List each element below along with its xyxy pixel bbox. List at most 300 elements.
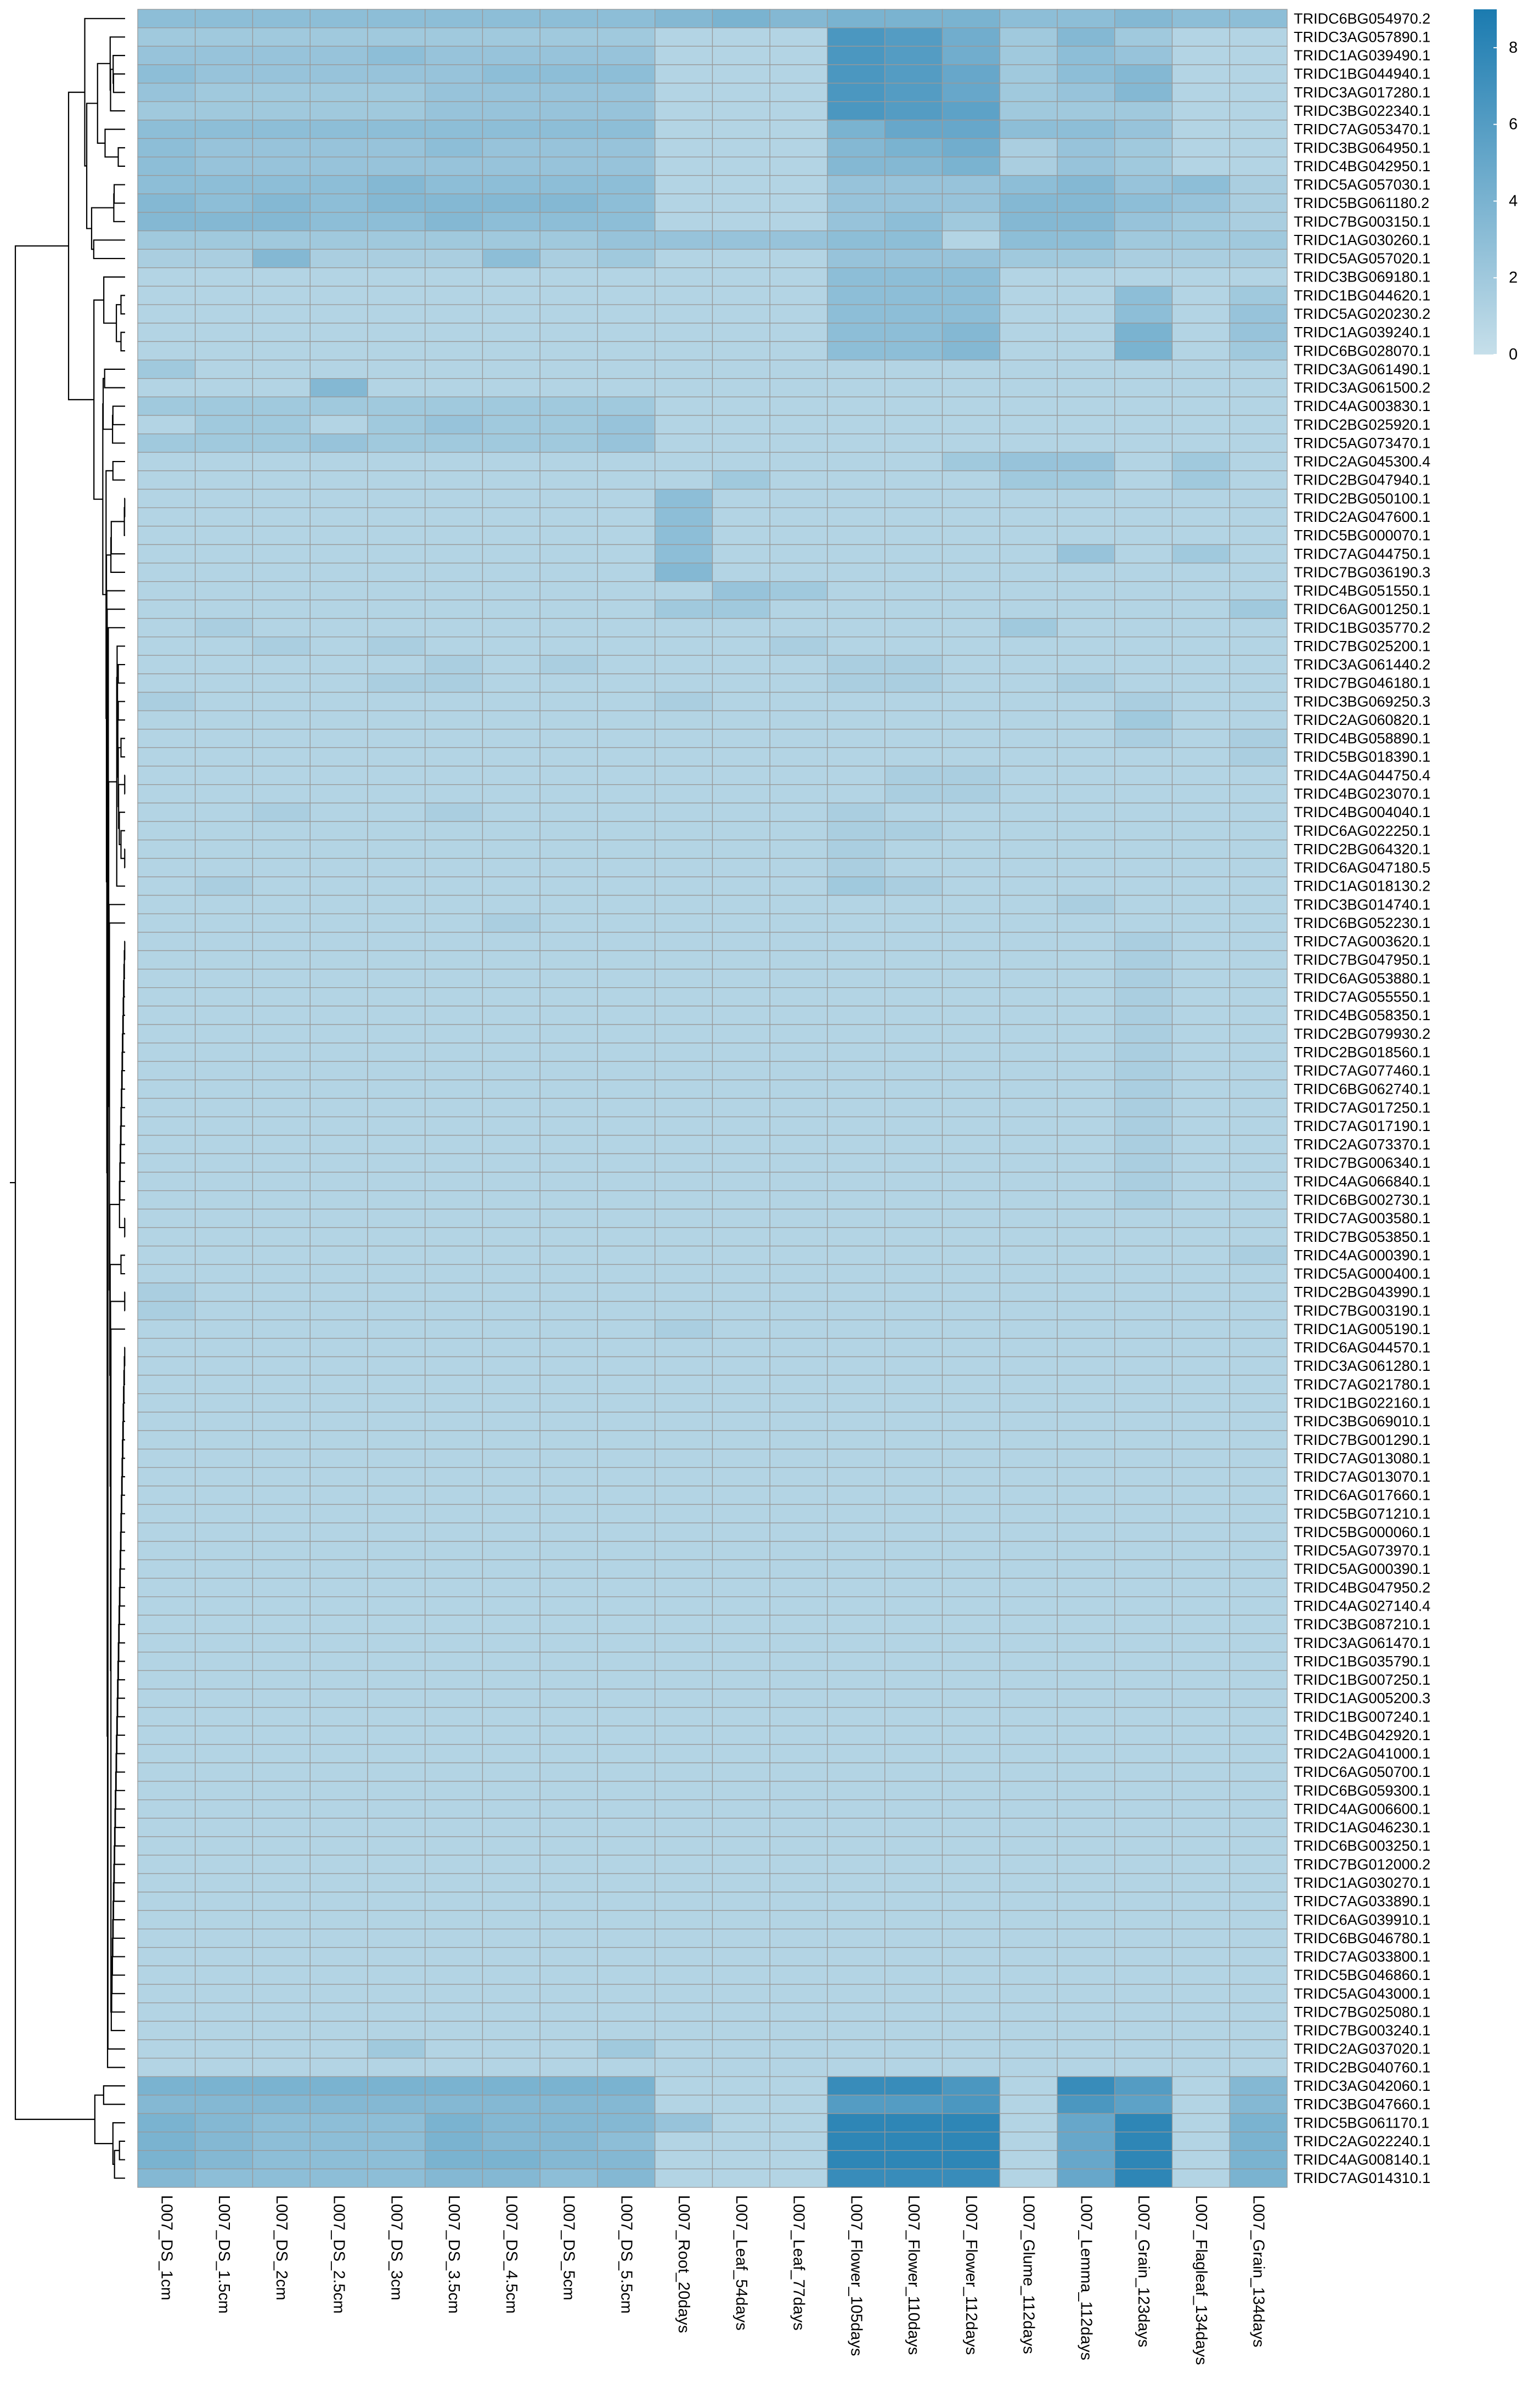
heatmap-cell <box>195 1338 253 1357</box>
heatmap-cell <box>1230 1855 1287 1874</box>
heatmap-cell <box>597 932 655 951</box>
heatmap-cell <box>1115 1578 1172 1597</box>
heatmap-cell <box>540 1763 597 1781</box>
heatmap-cell <box>195 1099 253 1117</box>
heatmap-cell <box>540 508 597 526</box>
heatmap-cell <box>827 526 885 545</box>
heatmap-cell <box>597 2003 655 2022</box>
heatmap-cell <box>770 102 827 120</box>
heatmap-cell <box>483 1763 540 1781</box>
heatmap-cell <box>713 1800 770 1819</box>
row-label: TRIDC1AG030270.1 <box>1294 1875 1431 1892</box>
heatmap-cell <box>943 1597 1000 1616</box>
heatmap-cell <box>827 932 885 951</box>
heatmap-cell <box>1172 268 1230 286</box>
heatmap-cell <box>655 1948 713 1966</box>
heatmap-cell <box>770 1080 827 1099</box>
heatmap-cell <box>540 840 597 859</box>
heatmap-cell <box>827 1264 885 1283</box>
heatmap-cell <box>195 600 253 618</box>
heatmap-cell <box>540 711 597 729</box>
heatmap-cell <box>713 1966 770 1984</box>
heatmap-cell <box>885 1763 943 1781</box>
heatmap-cell <box>483 138 540 157</box>
heatmap-cell <box>195 1670 253 1689</box>
heatmap-cell <box>483 2113 540 2132</box>
heatmap-cell <box>310 508 368 526</box>
heatmap-cell <box>827 1320 885 1338</box>
heatmap-cell <box>1000 1504 1057 1523</box>
heatmap-cell <box>310 452 368 471</box>
heatmap-cell <box>1057 600 1115 618</box>
heatmap-cell <box>885 286 943 305</box>
heatmap-cell <box>540 674 597 693</box>
heatmap-cell <box>1115 2040 1172 2058</box>
dendrogram-branch <box>114 74 125 93</box>
heatmap-cell <box>1115 1560 1172 1578</box>
heatmap-cell <box>138 249 195 268</box>
heatmap-cell <box>425 46 483 65</box>
heatmap-cell <box>1057 1689 1115 1708</box>
heatmap-cell <box>885 2058 943 2077</box>
heatmap-cell <box>195 249 253 268</box>
heatmap-cell <box>655 1634 713 1652</box>
heatmap-cell <box>1230 1541 1287 1560</box>
heatmap-cell <box>1000 1689 1057 1708</box>
heatmap-cell <box>1115 1763 1172 1781</box>
heatmap-cell <box>368 1892 425 1911</box>
heatmap-cell <box>1115 341 1172 360</box>
heatmap-cell <box>655 1763 713 1781</box>
heatmap-cell <box>1172 1006 1230 1025</box>
heatmap-cell <box>827 1338 885 1357</box>
heatmap-cell <box>425 231 483 250</box>
heatmap-cell <box>540 1025 597 1043</box>
heatmap-cell <box>368 711 425 729</box>
heatmap-cell <box>425 1043 483 1062</box>
heatmap-cell <box>310 1929 368 1948</box>
heatmap-cell <box>540 2077 597 2095</box>
heatmap-cell <box>770 1892 827 1911</box>
heatmap-cell <box>770 1228 827 1246</box>
heatmap-cell <box>253 2151 311 2169</box>
heatmap-cell <box>425 2095 483 2114</box>
heatmap-cell <box>483 1117 540 1135</box>
heatmap-cell <box>1057 1818 1115 1837</box>
heatmap-cell <box>1057 858 1115 877</box>
heatmap-cell <box>425 1025 483 1043</box>
row-label: TRIDC1BG022160.1 <box>1294 1394 1431 1411</box>
heatmap-cell <box>1172 932 1230 951</box>
heatmap-cell <box>483 249 540 268</box>
heatmap-cell <box>943 508 1000 526</box>
heatmap-cell <box>827 2021 885 2040</box>
heatmap-cell <box>713 1283 770 1302</box>
heatmap-cell <box>1000 415 1057 434</box>
heatmap-cell <box>1115 1301 1172 1320</box>
heatmap-cell <box>483 176 540 194</box>
heatmap-cell <box>597 1080 655 1099</box>
column-label: L007_Root_20days <box>675 2195 693 2333</box>
heatmap-cell <box>1057 1486 1115 1505</box>
heatmap-cell <box>540 231 597 250</box>
dendrogram-branch <box>121 739 125 757</box>
column-label: L007_DS_1.5cm <box>215 2195 233 2314</box>
heatmap-cell <box>195 544 253 563</box>
heatmap-cell <box>885 1652 943 1671</box>
heatmap-cell <box>713 655 770 674</box>
heatmap-cell <box>1230 1486 1287 1505</box>
heatmap-cell <box>713 1855 770 1874</box>
heatmap-cell <box>1115 858 1172 877</box>
heatmap-cell <box>195 471 253 490</box>
heatmap-cell <box>885 582 943 600</box>
heatmap-cell <box>1115 490 1172 508</box>
heatmap-cell <box>310 1246 368 1265</box>
heatmap-cell <box>1230 2021 1287 2040</box>
heatmap-cell <box>713 711 770 729</box>
heatmap-cell <box>253 803 311 822</box>
heatmap-cell <box>885 397 943 415</box>
heatmap-cell <box>253 1449 311 1468</box>
heatmap-cell <box>885 471 943 490</box>
heatmap-cell <box>138 1800 195 1819</box>
heatmap-cell <box>597 102 655 120</box>
heatmap-cell <box>253 1855 311 1874</box>
heatmap-cell <box>1230 637 1287 656</box>
heatmap-cell <box>425 360 483 379</box>
heatmap-cell <box>368 618 425 637</box>
heatmap-cell <box>138 1726 195 1745</box>
heatmap-cell <box>713 1006 770 1025</box>
heatmap-cell <box>540 1818 597 1837</box>
heatmap-cell <box>827 1873 885 1892</box>
heatmap-cell <box>310 1504 368 1523</box>
heatmap-cell <box>1230 1670 1287 1689</box>
heatmap-cell <box>1057 1745 1115 1763</box>
row-label: TRIDC6AG022250.1 <box>1294 822 1431 839</box>
heatmap-cell <box>655 1929 713 1948</box>
row-label: TRIDC7BG003240.1 <box>1294 2022 1431 2039</box>
heatmap-cell <box>1115 822 1172 840</box>
heatmap-cell <box>1230 803 1287 822</box>
heatmap-cell <box>1000 840 1057 859</box>
heatmap-cell <box>597 9 655 28</box>
heatmap-cell <box>1230 1560 1287 1578</box>
heatmap-cell <box>770 305 827 323</box>
heatmap-cell <box>1230 1615 1287 1634</box>
heatmap-cell <box>368 1467 425 1486</box>
heatmap-cell <box>943 1301 1000 1320</box>
heatmap-cell <box>425 194 483 212</box>
row-label: TRIDC7AG077460.1 <box>1294 1062 1431 1079</box>
heatmap-cell <box>597 711 655 729</box>
heatmap-cell <box>885 1523 943 1541</box>
heatmap-cell <box>138 932 195 951</box>
heatmap-cell <box>655 563 713 582</box>
column-label: L007_Flower_105days <box>847 2195 865 2356</box>
heatmap-cell <box>1230 729 1287 748</box>
heatmap-cell <box>597 544 655 563</box>
heatmap-cell <box>597 896 655 914</box>
heatmap-cell <box>655 1135 713 1154</box>
heatmap-cell <box>827 286 885 305</box>
heatmap-cell <box>310 2132 368 2151</box>
heatmap-cell <box>1057 1172 1115 1191</box>
heatmap-cell <box>1057 471 1115 490</box>
heatmap-cell <box>1230 896 1287 914</box>
heatmap-cell <box>597 858 655 877</box>
heatmap-cell <box>770 490 827 508</box>
heatmap-cell <box>1172 1117 1230 1135</box>
heatmap-cell <box>1000 1320 1057 1338</box>
heatmap-cell <box>138 1929 195 1948</box>
heatmap-cell <box>425 1320 483 1338</box>
heatmap-cell <box>885 1043 943 1062</box>
heatmap-cell <box>655 194 713 212</box>
heatmap-cell <box>1172 1025 1230 1043</box>
heatmap-cell <box>195 2003 253 2022</box>
column-label: L007_DS_3cm <box>387 2195 405 2300</box>
heatmap-cell <box>195 1283 253 1302</box>
heatmap-cell <box>368 988 425 1006</box>
heatmap-cell <box>1000 1135 1057 1154</box>
heatmap-cell <box>1172 249 1230 268</box>
row-label: TRIDC6BG059300.1 <box>1294 1782 1431 1799</box>
heatmap-cell <box>540 1726 597 1745</box>
dendrogram-branch <box>109 923 125 1290</box>
heatmap-cell <box>195 2151 253 2169</box>
heatmap-cell <box>1230 674 1287 693</box>
heatmap-cell <box>138 1025 195 1043</box>
heatmap-cell <box>713 1375 770 1394</box>
heatmap-cell <box>597 1264 655 1283</box>
heatmap-cell <box>368 1228 425 1246</box>
heatmap-cell <box>1057 1431 1115 1449</box>
heatmap-cell <box>770 803 827 822</box>
heatmap-cell <box>138 1338 195 1357</box>
heatmap-cell <box>540 693 597 711</box>
row-label: TRIDC7AG055550.1 <box>1294 988 1431 1005</box>
heatmap-cell <box>138 1283 195 1302</box>
heatmap-cell <box>1230 988 1287 1006</box>
heatmap-cell <box>1172 618 1230 637</box>
heatmap-cell <box>885 1467 943 1486</box>
heatmap-cell <box>885 1394 943 1413</box>
heatmap-cell <box>540 618 597 637</box>
heatmap-cell <box>713 2021 770 2040</box>
heatmap-cell <box>425 1135 483 1154</box>
heatmap-cell <box>597 194 655 212</box>
heatmap-cell <box>597 212 655 231</box>
heatmap-cell <box>425 1634 483 1652</box>
heatmap-cell <box>597 2169 655 2187</box>
heatmap-cell <box>1115 1209 1172 1228</box>
heatmap-cell <box>713 2058 770 2077</box>
heatmap-cell <box>425 415 483 434</box>
heatmap-cell <box>770 1837 827 1855</box>
heatmap-cell <box>1057 1320 1115 1338</box>
heatmap-cell <box>540 286 597 305</box>
heatmap-cell <box>195 379 253 397</box>
heatmap-cell <box>1115 1984 1172 2003</box>
heatmap-cell <box>425 490 483 508</box>
heatmap-cell <box>827 1597 885 1616</box>
heatmap-cell <box>368 1948 425 1966</box>
heatmap-cell <box>827 711 885 729</box>
heatmap-cell <box>138 1264 195 1283</box>
heatmap-cell <box>1230 747 1287 766</box>
heatmap-cell <box>943 674 1000 693</box>
heatmap-cell <box>368 950 425 969</box>
heatmap-cell <box>597 1910 655 1929</box>
heatmap-cell <box>943 1910 1000 1929</box>
heatmap-cell <box>1172 582 1230 600</box>
heatmap-cell <box>310 693 368 711</box>
heatmap-cell <box>713 563 770 582</box>
heatmap-cell <box>597 618 655 637</box>
heatmap-cell <box>483 305 540 323</box>
heatmap-cell <box>483 950 540 969</box>
heatmap-cell <box>483 729 540 748</box>
heatmap-cell <box>540 46 597 65</box>
heatmap-cell <box>770 1948 827 1966</box>
heatmap-cell <box>310 194 368 212</box>
heatmap-cell <box>597 674 655 693</box>
heatmap-cell <box>1000 1597 1057 1616</box>
heatmap-cell <box>138 176 195 194</box>
heatmap-cell <box>597 1154 655 1172</box>
heatmap-cell <box>310 1025 368 1043</box>
heatmap-cell <box>540 249 597 268</box>
heatmap-cell <box>483 932 540 951</box>
heatmap-cell <box>655 1652 713 1671</box>
heatmap-cell <box>310 950 368 969</box>
heatmap-cell <box>1000 1910 1057 1929</box>
heatmap-cell <box>885 1948 943 1966</box>
heatmap-cell <box>1057 1504 1115 1523</box>
heatmap-cell <box>713 1745 770 1763</box>
heatmap-cell <box>885 785 943 803</box>
heatmap-cell <box>655 1061 713 1080</box>
heatmap-cell <box>1000 1873 1057 1892</box>
heatmap-cell <box>655 1006 713 1025</box>
heatmap-cell <box>885 1818 943 1837</box>
heatmap-cell <box>1000 747 1057 766</box>
heatmap-cell <box>1172 1966 1230 1984</box>
heatmap-cell <box>310 1467 368 1486</box>
heatmap-cell <box>597 1172 655 1191</box>
heatmap-cell <box>1230 822 1287 840</box>
heatmap-cell <box>368 1264 425 1283</box>
heatmap-cell <box>138 1948 195 1966</box>
heatmap-cell <box>597 508 655 526</box>
heatmap-cell <box>1000 858 1057 877</box>
heatmap-cell <box>368 1283 425 1302</box>
heatmap-cell <box>713 28 770 47</box>
heatmap-cell <box>425 1467 483 1486</box>
heatmap-cell <box>540 1449 597 1468</box>
heatmap-cell <box>885 729 943 748</box>
heatmap-cell <box>540 1873 597 1892</box>
heatmap-cell <box>1000 1578 1057 1597</box>
heatmap-cell <box>770 2169 827 2187</box>
heatmap-cell <box>1115 1080 1172 1099</box>
heatmap-cell <box>425 1818 483 1837</box>
heatmap-cell <box>1000 397 1057 415</box>
heatmap-cell <box>195 969 253 988</box>
heatmap-cell <box>253 2077 311 2095</box>
heatmap-cell <box>1172 305 1230 323</box>
heatmap-cell <box>655 988 713 1006</box>
heatmap-cell <box>770 434 827 453</box>
heatmap-cell <box>770 268 827 286</box>
heatmap-cell <box>1000 379 1057 397</box>
heatmap-cell <box>1172 1357 1230 1375</box>
heatmap-cell <box>540 526 597 545</box>
heatmap-cell <box>1230 434 1287 453</box>
heatmap-cell <box>1115 83 1172 102</box>
heatmap-cell <box>483 1707 540 1726</box>
column-label: L007_Grain_134days <box>1249 2195 1267 2348</box>
heatmap-cell <box>425 1154 483 1172</box>
heatmap-cell <box>770 858 827 877</box>
row-label: TRIDC6BG054970.2 <box>1294 10 1431 27</box>
heatmap-cell <box>770 1043 827 1062</box>
heatmap-cell <box>597 1892 655 1911</box>
heatmap-cell <box>195 803 253 822</box>
heatmap-cell <box>195 2113 253 2132</box>
heatmap-cell <box>310 415 368 434</box>
heatmap-cell <box>1230 268 1287 286</box>
heatmap-cell <box>138 2113 195 2132</box>
heatmap-cell <box>597 563 655 582</box>
heatmap-cell <box>138 2040 195 2058</box>
heatmap-cell <box>425 1892 483 1911</box>
heatmap-cell <box>827 1984 885 2003</box>
heatmap-cell <box>195 434 253 453</box>
heatmap-cell <box>310 914 368 932</box>
heatmap-cell <box>1000 618 1057 637</box>
heatmap-cell <box>195 1892 253 1911</box>
row-label: TRIDC6BG003250.1 <box>1294 1837 1431 1854</box>
heatmap-cell <box>195 1080 253 1099</box>
heatmap-cell <box>713 2040 770 2058</box>
heatmap-cell <box>425 2169 483 2187</box>
heatmap-cell <box>1057 2169 1115 2187</box>
heatmap-cell <box>827 1006 885 1025</box>
heatmap-cell <box>885 360 943 379</box>
heatmap-cell <box>310 1486 368 1505</box>
heatmap-cell <box>713 138 770 157</box>
heatmap-cell <box>368 526 425 545</box>
heatmap-cell <box>425 268 483 286</box>
heatmap-cell <box>1230 655 1287 674</box>
heatmap-cell <box>195 1855 253 1874</box>
heatmap-cell <box>195 1135 253 1154</box>
heatmap-cell <box>1057 1578 1115 1597</box>
heatmap-cell <box>368 582 425 600</box>
heatmap-cell <box>138 1504 195 1523</box>
heatmap-cell <box>1000 1301 1057 1320</box>
heatmap-cell <box>1000 582 1057 600</box>
row-label: TRIDC4BG023070.1 <box>1294 785 1431 802</box>
row-label: TRIDC7BG053850.1 <box>1294 1228 1431 1245</box>
heatmap-cell <box>195 1357 253 1375</box>
heatmap-cell <box>827 637 885 656</box>
heatmap-cell <box>138 1578 195 1597</box>
heatmap-cell <box>540 1467 597 1486</box>
